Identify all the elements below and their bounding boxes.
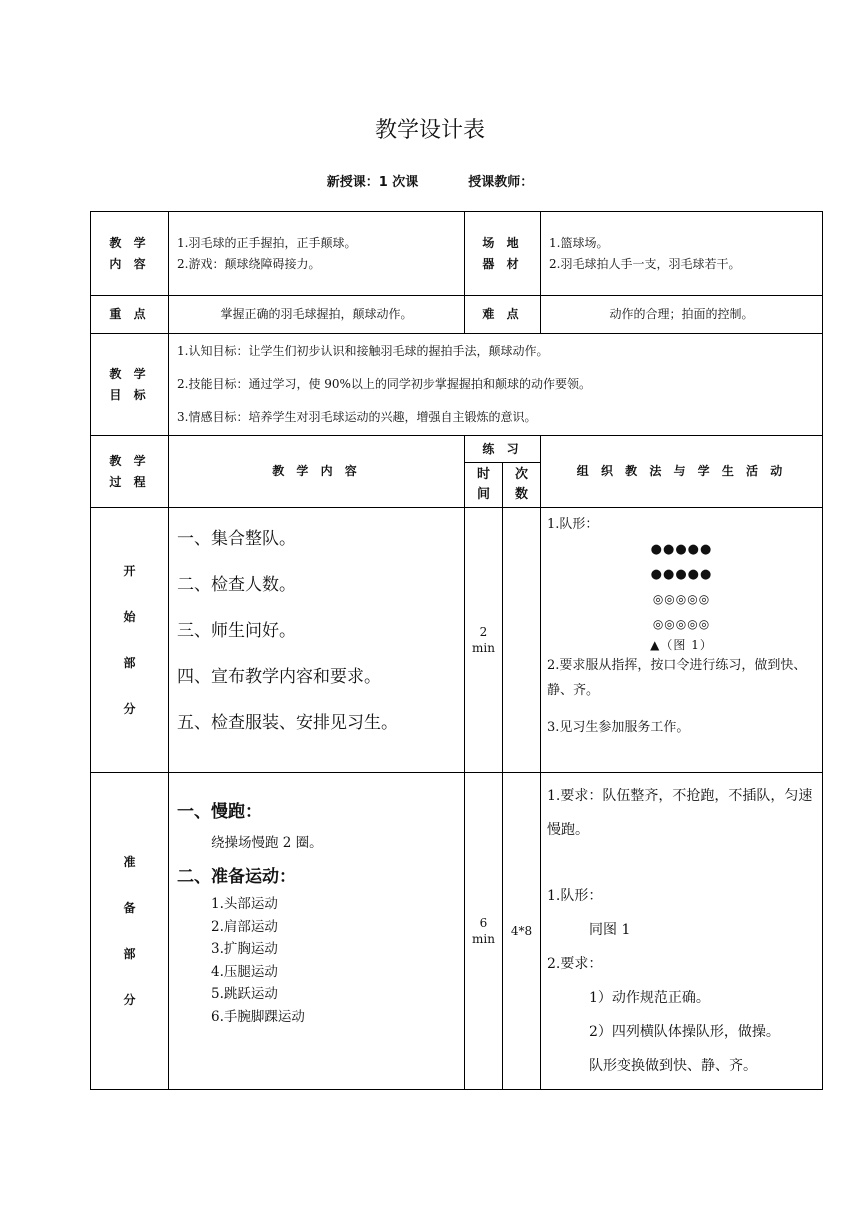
label-key-point: 重 点 bbox=[91, 296, 169, 334]
header-time: 时 间 bbox=[465, 463, 503, 508]
label-content: 教 学 内 容 bbox=[91, 212, 169, 296]
warmup-item: 3.扩胸运动 bbox=[211, 941, 278, 957]
formation-caption: ▲（图 1） bbox=[650, 638, 713, 652]
start-items bbox=[169, 508, 465, 773]
warmup-item: 6.手腕脚踝运动 bbox=[211, 1008, 305, 1025]
label-venue: 场 地 器 材 bbox=[465, 212, 541, 296]
prep-formation-label: 1.队形： bbox=[547, 888, 603, 904]
prep-req-item: 1）动作规范正确。 bbox=[589, 990, 710, 1006]
prep-heading-warmup: 二、准备运动： bbox=[177, 867, 296, 887]
formation-row-hollow: ◎◎◎◎◎ bbox=[652, 617, 711, 631]
label-goals: 教 学 目 标 bbox=[91, 334, 169, 436]
row-content bbox=[91, 212, 823, 296]
prep-requirement-1: 1.要求：队伍整齐，不抢跑，不插队，匀速慢跑。 bbox=[547, 788, 813, 838]
start-item: 三、师生问好。 bbox=[177, 621, 296, 641]
row-goals bbox=[91, 334, 823, 436]
lesson-info: 新授课：1 次课 bbox=[326, 175, 419, 190]
formation-label: 1.队形： bbox=[547, 517, 599, 532]
warmup-item: 4.压腿运动 bbox=[211, 963, 278, 980]
prep-activity bbox=[541, 773, 823, 1090]
prep-time: 6 min bbox=[465, 773, 503, 1090]
difficulty-cell: 动作的合理；拍面的控制。 bbox=[541, 296, 823, 334]
header-content: 教 学 内 容 bbox=[169, 436, 465, 508]
goals-cell bbox=[169, 334, 823, 436]
venue-cell bbox=[541, 212, 823, 296]
start-section-row bbox=[91, 508, 823, 773]
venue-line: 1.篮球场。 bbox=[549, 235, 609, 250]
teacher-label: 授课教师： bbox=[468, 175, 534, 190]
row-key-points bbox=[91, 296, 823, 334]
warmup-item: 2.肩部运动 bbox=[211, 918, 278, 935]
start-item: 四、宣布教学内容和要求。 bbox=[177, 667, 381, 687]
document-title: 教学设计表 bbox=[374, 118, 485, 143]
content-line: 1.羽毛球的正手握拍，正手颠球。 bbox=[177, 235, 357, 250]
prep-requirement-2: 2.要求： bbox=[547, 956, 603, 972]
document-subtitle bbox=[0, 171, 860, 190]
lesson-plan-table bbox=[90, 211, 823, 1090]
prep-jog-detail: 绕操场慢跑 2 圈。 bbox=[211, 835, 323, 851]
prep-req-item: 队形变换做到快、静、齐。 bbox=[589, 1058, 757, 1074]
formation-row-filled: ●●●●● bbox=[650, 567, 713, 582]
key-point-cell: 掌握正确的羽毛球握拍，颠球动作。 bbox=[169, 296, 465, 334]
start-item: 二、检查人数。 bbox=[177, 575, 296, 595]
goal-line: 1.认知目标：让学生们初步认识和接触羽毛球的握拍手法，颠球动作。 bbox=[177, 344, 549, 358]
prep-count: 4*8 bbox=[503, 773, 541, 1090]
start-note: 3.见习生参加服务工作。 bbox=[547, 720, 690, 735]
content-cell bbox=[169, 212, 465, 296]
header-activity: 组 织 教 法 与 学 生 活 动 bbox=[541, 436, 823, 508]
label-start-section: 开 始 部 分 bbox=[91, 508, 169, 773]
warmup-list bbox=[169, 893, 464, 1028]
label-difficulty: 难 点 bbox=[465, 296, 541, 334]
process-header-row bbox=[91, 436, 823, 463]
prep-items bbox=[169, 773, 465, 1090]
start-item: 五、检查服装、安排见习生。 bbox=[177, 713, 398, 733]
venue-line: 2.羽毛球拍人手一支，羽毛球若干。 bbox=[549, 256, 741, 271]
start-activity bbox=[541, 508, 823, 773]
start-count bbox=[503, 508, 541, 773]
goal-line: 2.技能目标：通过学习，使 90%以上的同学初步掌握握拍和颠球的动作要领。 bbox=[177, 377, 591, 391]
header-count: 次 数 bbox=[503, 463, 541, 508]
start-time: 2 min bbox=[465, 508, 503, 773]
header-practice: 练 习 bbox=[465, 436, 541, 463]
label-process: 教 学 过 程 bbox=[91, 436, 169, 508]
prep-formation-same: 同图 1 bbox=[589, 922, 631, 938]
formation-row-hollow: ◎◎◎◎◎ bbox=[652, 592, 711, 606]
label-prep-section: 准 备 部 分 bbox=[91, 773, 169, 1090]
prep-heading-jog: 一、慢跑： bbox=[177, 802, 262, 822]
start-item: 一、集合整队。 bbox=[177, 529, 296, 549]
formation-row-filled: ●●●●● bbox=[650, 542, 713, 557]
prep-section-row bbox=[91, 773, 823, 1090]
warmup-item: 1.头部运动 bbox=[211, 896, 278, 912]
goal-line: 3.情感目标：培养学生对羽毛球运动的兴趣，增强自主锻炼的意识。 bbox=[177, 410, 537, 424]
prep-req-item: 2）四列横队体操队形，做操。 bbox=[589, 1024, 780, 1040]
start-requirement: 2.要求服从指挥，按口令进行练习，做到快、静、齐。 bbox=[547, 658, 807, 698]
content-line: 2.游戏：颠球绕障碍接力。 bbox=[177, 256, 321, 271]
warmup-item: 5.跳跃运动 bbox=[211, 986, 278, 1002]
